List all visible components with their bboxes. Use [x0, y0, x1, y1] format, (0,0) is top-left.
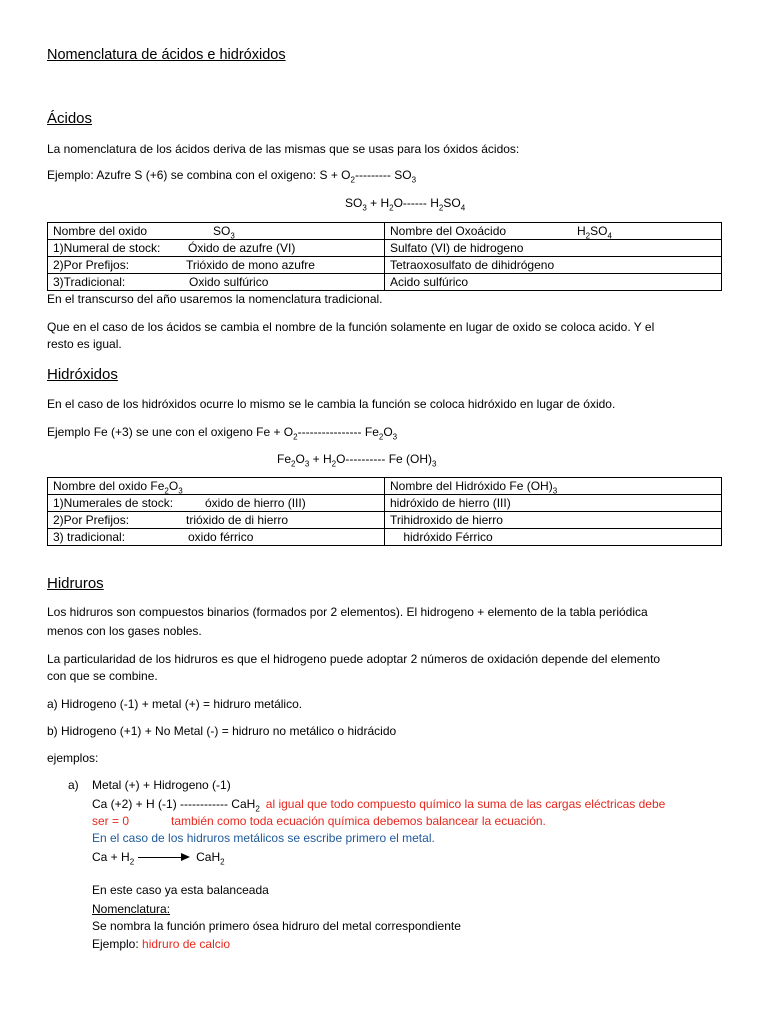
table-cell: 3) tradicional: oxido férrico	[48, 529, 385, 546]
table-cell: Sulfato (VI) de hidrogeno	[385, 240, 722, 257]
hidroxidos-intro: En el caso de los hidróxidos ocurre lo mismo se le cambia la función se coloca hidróxido en lugar de óxido.	[47, 397, 616, 411]
table-row	[48, 274, 722, 291]
nomenclatura-label: Nomenclatura:	[92, 902, 171, 916]
hidruros-item-b: b) Hidrogeno (+1) + No Metal (-) = hidruro no metálico o hidrácido	[47, 724, 397, 738]
acidos-example: Ejemplo: Azufre S (+6) se combina con el oxigeno: $S + O_2---------$ $SO_3$	[47, 168, 417, 185]
table-row	[48, 512, 722, 529]
section-heading-hidroxidos: Hidróxidos	[47, 366, 118, 383]
document-title: Nomenclatura de ácidos e hidróxidos	[47, 47, 286, 63]
table-cell: hidróxido Férrico	[385, 529, 722, 546]
table-cell: Tetraoxosulfato de dihidrógeno	[385, 257, 722, 274]
hidruros-ejemplos-label: ejemplos:	[47, 751, 99, 765]
example-line: Ejemplo: hidruro de calcio	[92, 937, 231, 951]
hidruros-p1-line2: menos con los gases nobles.	[47, 624, 202, 638]
hidruros-p1-line1: Los hidruros son compuestos binarios (formados por 2 elementos). El hidrogeno + elemento de la tabla periódica	[47, 605, 648, 619]
table-cell: Trihidroxido de hierro	[385, 512, 722, 529]
reaction-line: Ca (+2) + H (-1) ------------ CaH$_2$ al igual que todo compuesto químico la suma de las cargas eléctricas debe	[92, 797, 666, 814]
table-cell: 2)Por Prefijos: trióxido de di hierro	[48, 512, 385, 529]
table-row	[48, 529, 722, 546]
hidroxidos-nomenclature-table	[47, 477, 722, 546]
nomenclatura-text: Se nombra la función primero ósea hidruro del metal correspondiente	[92, 919, 461, 933]
balanced-note: En este caso ya esta balanceada	[92, 883, 269, 897]
example-value: hidruro de calcio	[142, 937, 231, 951]
blue-note: En el caso de los hidruros metálicos se escribe primero el metal.	[92, 831, 435, 845]
balanced-reaction: $Ca + H_2$ CaH$_2$	[92, 850, 225, 867]
section-heading-acidos: Ácidos	[47, 110, 93, 127]
acidos-nomenclature-table	[47, 222, 722, 291]
acidos-equation: $SO_3 + H_2O------$ $H_2SO_4$	[345, 196, 466, 213]
hidroxidos-equation: $Fe_2O_3 + H_2O----------$ Fe $(OH)_3$	[277, 452, 437, 469]
red-note: al igual que todo compuesto químico la suma de las cargas eléctricas debe	[265, 797, 666, 811]
table-row	[48, 240, 722, 257]
red-note-line2a: ser = 0	[92, 814, 130, 828]
table-cell: 1)Numerales de stock: óxido de hierro (III)	[48, 495, 385, 512]
reaction-arrow-icon	[138, 853, 190, 863]
table-cell: Nombre del oxido $SO_3$	[48, 223, 385, 240]
table-cell: Nombre del Hidróxido Fe $(OH)_3$	[385, 478, 722, 495]
acidos-intro: La nomenclatura de los ácidos deriva de las mismas que se usas para los óxidos ácidos:	[47, 142, 520, 156]
acidos-note: En el transcurso del año usaremos la nomenclatura tradicional.	[47, 292, 383, 306]
table-cell: Acido sulfúrico	[385, 274, 722, 291]
table-cell: hidróxido de hierro (III)	[385, 495, 722, 512]
acidos-paragraph-line2: resto es igual.	[47, 337, 122, 351]
red-note-line2b: también como toda ecuación química debemos balancear la ecuación.	[171, 814, 546, 828]
table-row	[48, 257, 722, 274]
table-cell: Nombre del Oxoácido $H_2SO_4$	[385, 223, 722, 240]
table-cell: Nombre del oxido $Fe_2O_3$	[48, 478, 385, 495]
hidruros-p2-line1: La particularidad de los hidruros es que el hidrogeno puede adoptar 2 números de oxidación depende del elemento	[47, 652, 661, 666]
table-header-row	[48, 478, 722, 495]
hidruros-item-a: a) Hidrogeno (-1) + metal (+) = hidruro metálico.	[47, 697, 303, 711]
table-header-row	[48, 223, 722, 240]
list-marker: a)	[68, 778, 79, 792]
table-cell: 1)Numeral de stock: Óxido de azufre (VI)	[48, 240, 385, 257]
acidos-paragraph-line1: Que en el caso de los ácidos se cambia el nombre de la función solamente en lugar de oxido se coloca acido. Y el	[47, 320, 655, 334]
table-cell: 2)Por Prefijos: Trióxido de mono azufre	[48, 257, 385, 274]
hidroxidos-example: Ejemplo Fe (+3) se une con el oxigeno $Fe + O_2----------------$ $Fe_2O_3$	[47, 425, 398, 442]
table-cell: 3)Tradicional: Oxido sulfúrico	[48, 274, 385, 291]
section-heading-hidruros: Hidruros	[47, 575, 104, 592]
list-item-title: Metal (+) + Hidrogeno (-1)	[92, 778, 231, 792]
table-row	[48, 495, 722, 512]
hidruros-p2-line2: con que se combine.	[47, 669, 158, 683]
